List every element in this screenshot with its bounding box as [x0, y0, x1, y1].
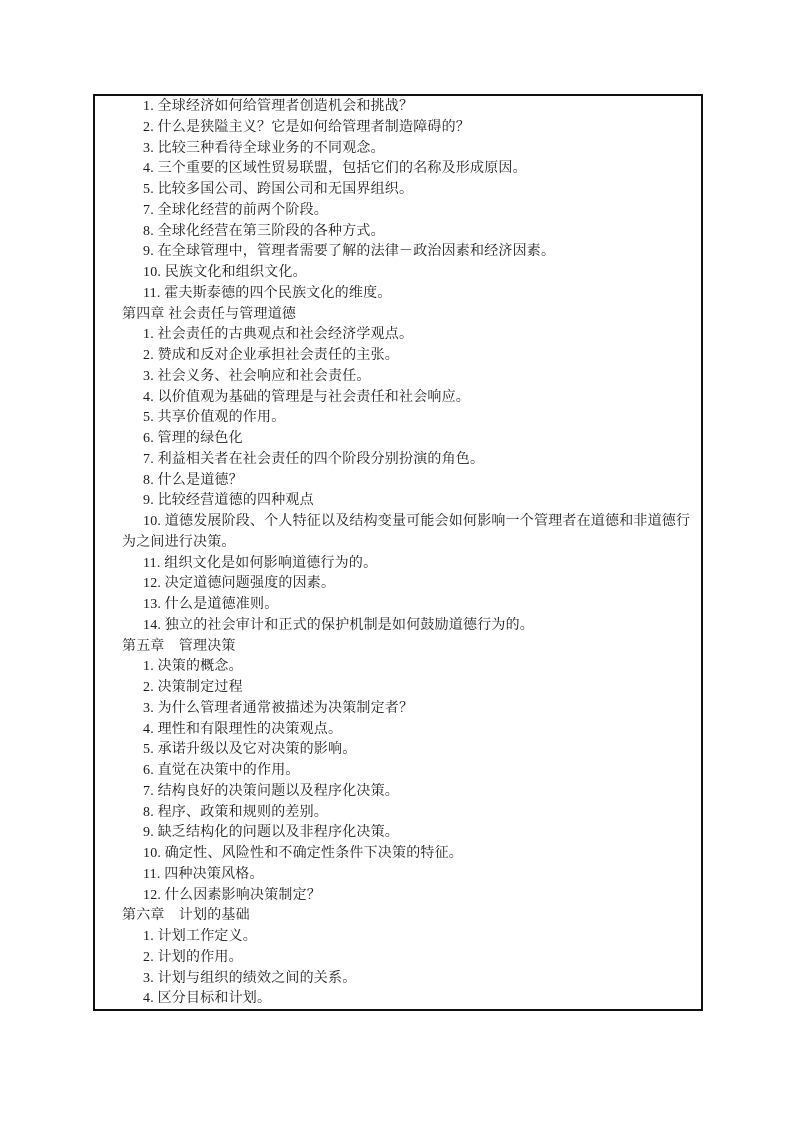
- question-item: 1. 全球经济如何给管理者创造机会和挑战？: [143, 99, 414, 114]
- question-item: 14. 独立的社会审计和正式的保护机制是如何鼓励道德行为的。: [143, 617, 534, 633]
- question-item: 10. 道德发展阶段、个人特征以及结构变量可能会如何影响一个管理者在道德和非道德行为之间进行决策。: [122, 514, 691, 550]
- question-item: 8. 什么是道德？: [143, 472, 243, 488]
- question-item: 6. 直觉在决策中的作用。: [143, 763, 300, 778]
- question-item: 3. 计划与组织的绩效之间的关系。: [143, 970, 357, 986]
- question-item: 1. 计划工作定义。: [143, 929, 257, 944]
- question-item: 5. 承诺升级以及它对决策的影响。: [143, 742, 357, 758]
- question-item: 11. 四种决策风格。: [143, 866, 264, 882]
- question-item: 1. 社会责任的古典观点和社会经济学观点。: [143, 327, 414, 343]
- question-item: 3. 社会义务、社会响应和社会责任。: [143, 368, 371, 384]
- question-item: 12. 决定道德问题强度的因素。: [143, 576, 336, 592]
- question-item: 4. 理性和有限理性的决策观点。: [143, 721, 343, 737]
- question-item: 3. 比较三种看待全球业务的不同观念。: [143, 140, 385, 156]
- question-item: 11. 霍夫斯泰德的四个民族文化的维度。: [143, 285, 392, 301]
- question-item: 2. 计划的作用。: [143, 949, 243, 965]
- question-item: 8. 程序、政策和规则的差别。: [143, 804, 328, 820]
- question-item: 3. 为什么管理者通常被描述为决策制定者？: [143, 700, 414, 716]
- question-item: 2. 赞成和反对企业承担社会责任的主张。: [143, 348, 399, 363]
- document-table-cell: [93, 94, 703, 1011]
- question-item: 9. 缺乏结构化的问题以及非程序化决策。: [143, 825, 399, 841]
- question-item: 10. 确定性、风险性和不确定性条件下决策的特征。: [143, 846, 463, 861]
- question-item: 1. 决策的概念。: [143, 659, 243, 675]
- question-item: 2. 什么是狭隘主义？它是如何给管理者制造障碍的？: [143, 119, 470, 135]
- question-item: 11. 组织文化是如何影响道德行为的。: [143, 555, 378, 571]
- question-item: 10. 民族文化和组织文化。: [143, 265, 307, 280]
- question-item: 7. 结构良好的决策问题以及程序化决策。: [143, 783, 399, 799]
- question-item: 4. 三个重要的区域性贸易联盟，包括它们的名称及形成原因。: [143, 161, 527, 177]
- question-item: 6. 管理的绿色化: [143, 431, 243, 446]
- question-item: 4. 以价值观为基础的管理是与社会责任和社会响应。: [143, 389, 470, 405]
- question-item: 4. 区分目标和计划。: [143, 991, 272, 1007]
- question-item: 9. 在全球管理中，管理者需要了解的法律－政治因素和经济因素。: [143, 244, 556, 260]
- chapter-heading: 第四章 社会责任与管理道德: [122, 306, 297, 322]
- question-item: 5. 共享价值观的作用。: [143, 410, 286, 426]
- question-item: 13. 什么是道德准则。: [143, 597, 279, 612]
- question-item: 9. 比较经营道德的四种观点: [143, 493, 314, 509]
- chapter-heading: 第六章 计划的基础: [122, 908, 250, 924]
- question-item: 5. 比较多国公司、跨国公司和无国界组织。: [143, 182, 414, 197]
- question-item: 7. 利益相关者在社会责任的四个阶段分别扮演的角色。: [143, 451, 485, 467]
- question-item: 8. 全球化经营在第三阶段的各种方式。: [143, 223, 385, 239]
- chapter-heading: 第五章 管理决策: [122, 638, 236, 654]
- question-item: 7. 全球化经营的前两个阶段。: [143, 202, 328, 218]
- question-item: 2. 决策制定过程: [143, 680, 243, 695]
- question-item: 12. 什么因素影响决策制定？: [143, 887, 321, 903]
